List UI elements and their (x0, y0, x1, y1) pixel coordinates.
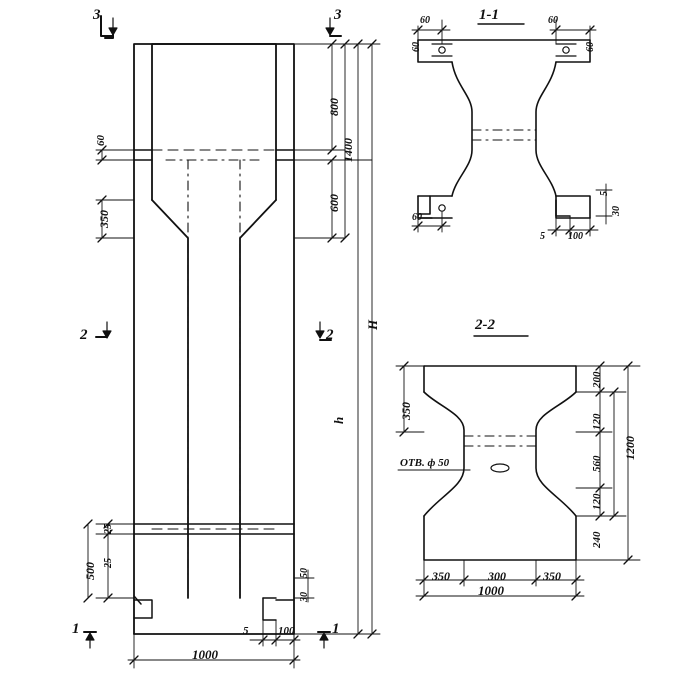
dim-350-left: 350 (97, 210, 111, 228)
dim-350-left-2-2: 350 (399, 402, 413, 420)
dim-350-bottom-left-2-2: 350 (432, 569, 450, 583)
dim-60-top-left-vert: 60 (411, 42, 422, 52)
dim-1000-bottom-2-2: 1000 (478, 583, 504, 598)
dim-100-bottom-1-1: 100 (568, 231, 583, 242)
dim-560-right-2-2: 560 (591, 455, 603, 472)
dim-60-bottom-left: 60 (412, 212, 422, 223)
dim-H-right: H (365, 319, 380, 330)
dim-60-top-right: 60 (548, 15, 558, 26)
section-mark-1-right: 1 (332, 621, 340, 637)
dim-100-bottom: 100 (278, 625, 295, 637)
dim-600-right: 600 (327, 194, 341, 212)
section-mark-2-left: 2 (80, 327, 88, 343)
dim-200-right-2-2: 200 (591, 371, 603, 388)
dim-240-right-2-2: 240 (591, 531, 603, 548)
dim-1200-right-2-2: 1200 (623, 436, 637, 460)
dim-30-right-1-1: 30 (611, 206, 622, 216)
dim-350-bottom-right-2-2: 350 (543, 569, 561, 583)
dim-25b-left: 25 (103, 558, 114, 568)
dim-50-bottom-right: 50 (299, 568, 310, 578)
dim-1400-right: 1400 (341, 138, 355, 162)
dim-120b-right-2-2: 120 (591, 493, 603, 510)
section-mark-3-left: 3 (93, 7, 101, 23)
section-mark-1-left: 1 (72, 621, 80, 637)
dim-5-bottom-1-1: 5 (540, 231, 545, 242)
hole-note-2-2: ОТВ. ф 50 (400, 457, 450, 469)
dim-5-bottom: 5 (243, 625, 249, 637)
dim-5-right-1-1: 5 (599, 191, 610, 196)
dim-300-bottom-mid-2-2: 300 (488, 569, 506, 583)
dim-60-upper-left: 60 (95, 135, 107, 146)
dim-60-top-left: 60 (420, 15, 430, 26)
dim-120-right-2-2: 120 (591, 413, 603, 430)
dim-25-left: 25 (103, 524, 114, 534)
section-2-2-title: 2-2 (475, 317, 495, 333)
dim-h-right: h (331, 416, 346, 424)
dim-30-bottom-right: 30 (299, 592, 310, 602)
section-mark-2-right: 2 (326, 327, 334, 343)
dim-60-top-right-vert: 60 (585, 42, 596, 52)
dim-500-left: 500 (83, 562, 97, 580)
dim-1000-bottom: 1000 (192, 647, 218, 662)
section-mark-3-right: 3 (334, 7, 342, 23)
dim-800-right: 800 (327, 98, 341, 116)
section-1-1-title: 1-1 (479, 7, 499, 23)
